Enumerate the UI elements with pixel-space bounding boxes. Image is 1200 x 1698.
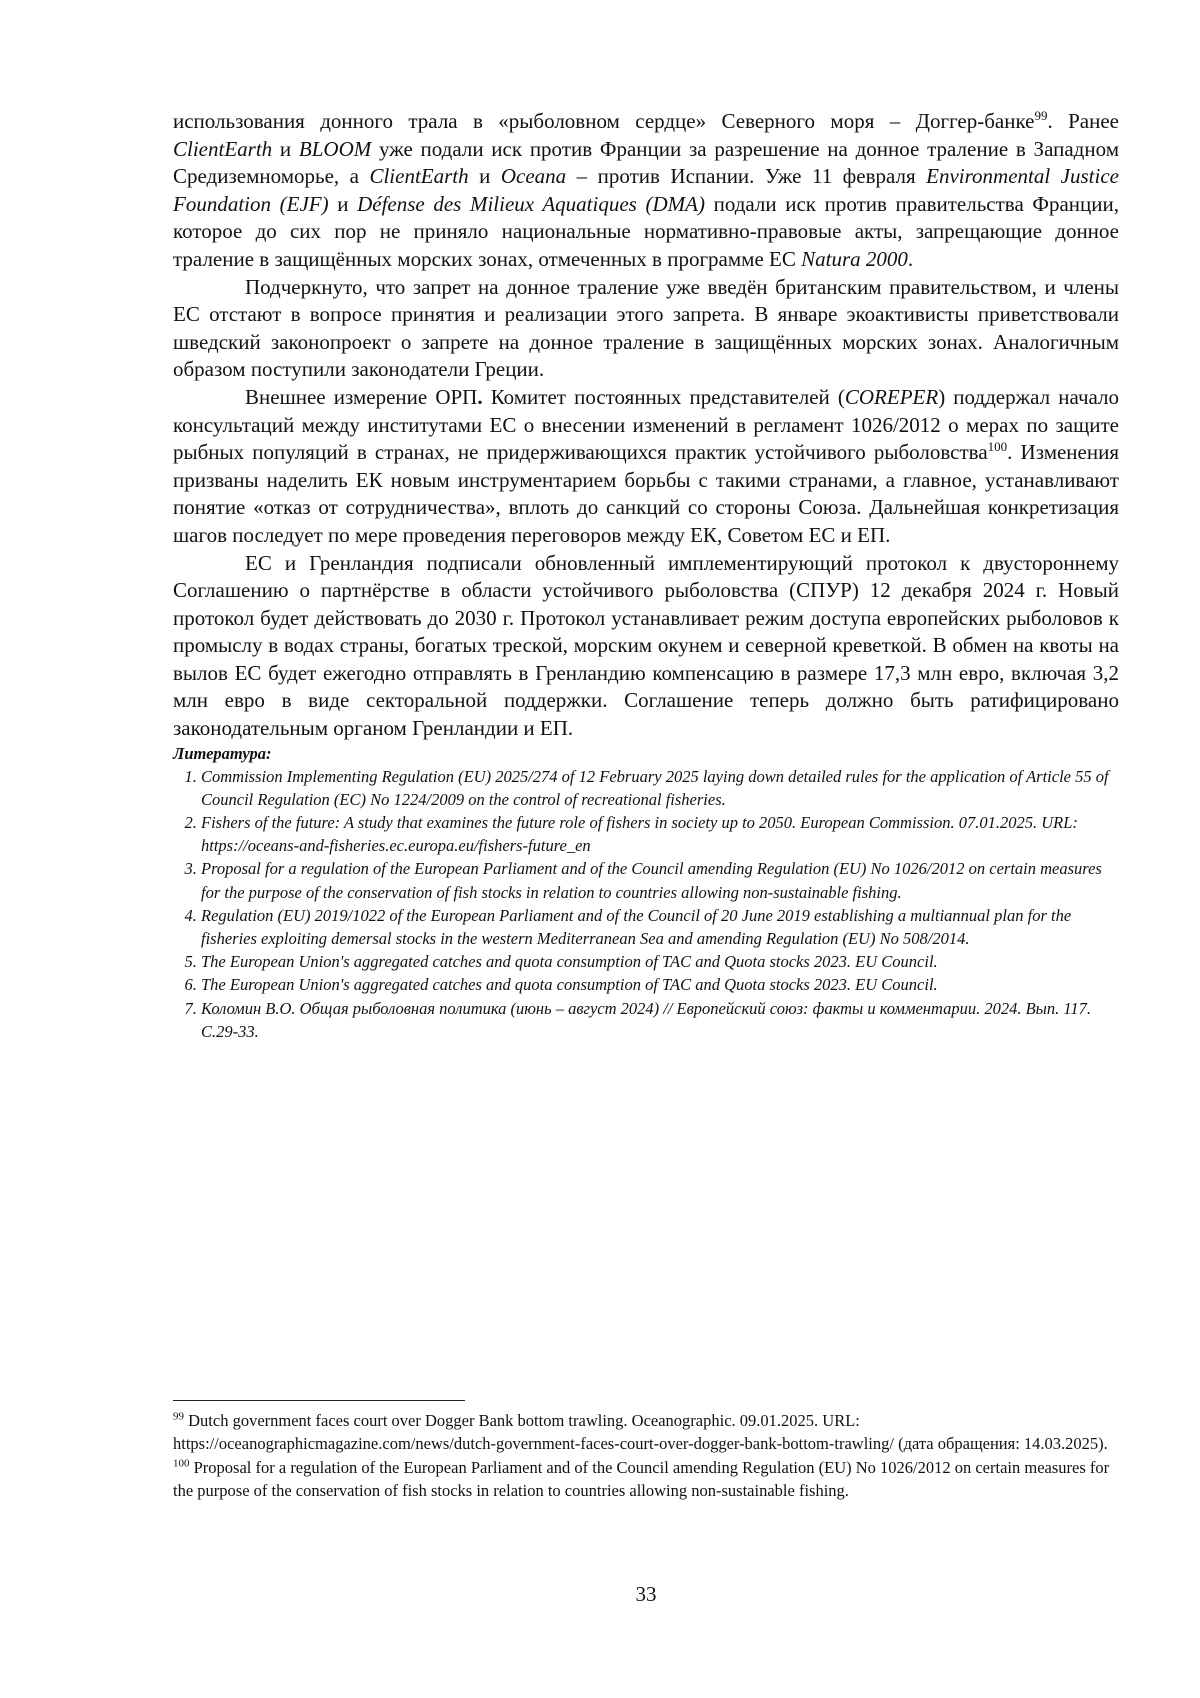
italic-term: Oceana (500, 164, 567, 189)
text-run: . Ранее (1047, 109, 1119, 133)
literature-title: Литература: (173, 743, 272, 763)
text-run: Внешнее измерение ОРП (245, 384, 478, 409)
footnote-text: Dutch government faces court over Dogger Bank bottom trawling. Oceanographic. 09.01.2025. URL: https://oceanographicmagazine.com/news/dutch-government-faces-court-over-dogger-bank-bottom-trawling/ (дата обращения: 14.03.2025). (173, 1411, 1108, 1454)
italic-term: ClientEarth (369, 164, 469, 189)
italic-term: ClientEarth (173, 136, 273, 161)
paragraph-1 (173, 108, 1119, 274)
italic-term: BLOOM (298, 136, 372, 161)
literature-item: 4. Regulation (EU) 2019/1022 of the European Parliament and of the Council of 20 June 2019 establishing a multiannual plan for the fisheries exploiting demersal stocks in the western Mediterranean Sea and amending Regulation (EU) No 508/2014. (201, 904, 1119, 950)
text-run: и (272, 136, 299, 161)
footnote-ref-99[interactable]: 99 (1034, 108, 1048, 123)
text-run: использования донного трала в «рыболовном сердце» Северного моря – Доггер-банке (173, 109, 1035, 133)
footnote-mark: 100 (173, 1457, 190, 1470)
literature-item: 1. Commission Implementing Regulation (EU) 2025/274 of 12 February 2025 laying down detailed rules for the application of Article 55 of Council Regulation (EC) No 1224/2009 on the control of recreational fisheries. (201, 765, 1119, 811)
text-run: и (468, 164, 501, 189)
text-run: подали иск против правительства Франции, которое до сих пор не приняло национальные нормативно-правовые акты, запрещающие донное траление в защищённых морских зонах, отмеченных в программе ЕС (173, 191, 1120, 271)
literature-list (173, 765, 1119, 1043)
footnote-ref-100[interactable]: 100 (987, 439, 1008, 455)
text-run: – против Испании. Уже 11 февраля (566, 164, 927, 189)
footnote-text: Proposal for a regulation of the European Parliament and of the Council amending Regulation (EU) No 1026/2012 on certain measures for the purpose of the conservation of fish stocks in relation to countries allowing non-sustainable fishing. (173, 1457, 1110, 1501)
footnote-separator (173, 1400, 465, 1401)
main-text (173, 108, 1119, 1043)
footnote-99 (173, 1409, 1119, 1456)
italic-term: Environmental Justice Foundation (EJF) (173, 164, 1119, 216)
literature-item: 2. Fishers of the future: A study that examines the future role of fishers in society up to 2050. European Commission. 07.01.2025. URL: https://oceans-and-fisheries.ec.europa.eu/fishers-future_en (201, 811, 1119, 857)
paragraph-3 (173, 384, 1119, 550)
text-run: и (328, 191, 358, 216)
italic-term: Défense des Milieux Aquatiques (DMA) (357, 191, 705, 216)
page-number: 33 (635, 1582, 657, 1606)
literature-item: 3. Proposal for a regulation of the European Parliament and of the Council amending Regulation (EU) No 1026/2012 on certain measures for the purpose of the conservation of fish stocks in relation to countries allowing non-sustainable fishing. (201, 857, 1119, 903)
italic-term: COREPER (844, 384, 939, 409)
text-run: Комитет постоянных представителей ( (482, 384, 845, 409)
text-run: ) поддержал начало консультаций между институтами ЕС о внесении изменений в регламент 1026/2012 о мерах по защите рыбных популяций в странах, не придерживающихся практик устойчивого рыболовства (173, 384, 1119, 465)
literature-item: 6. The European Union's aggregated catches and quota consumption of TAC and Quota stocks 2023. EU Council. (201, 973, 1119, 996)
literature-item: 5. The European Union's aggregated catches and quota consumption of TAC and Quota stocks 2023. EU Council. (201, 950, 1119, 973)
italic-term: Natura 2000 (801, 246, 908, 271)
paragraph-2: Подчеркнуто, что запрет на донное траление уже введён британским правительством, и члены ЕС отстают в вопросе принятия и реализации этого запрета. В январе экоактивисты приветствовали шведский законопроект о запрете на донное траление в защищённых морских зонах. Аналогичным образом поступили законодатели Греции. (173, 274, 1119, 382)
bold-run: . (477, 384, 483, 409)
text-run: . (907, 246, 914, 271)
footnote-mark: 99 (173, 1410, 184, 1423)
paragraph-4: ЕС и Гренландия подписали обновленный имплементирующий протокол к двустороннему Соглашению о партнёрстве в области устойчивого рыболовства (СПУР) 12 декабря 2024 г. Новый протокол будет действовать до 2030 г. Протокол устанавливает режим доступа европейских рыболовов к промыслу в водах страны, богатых треской, морским окунем и северной креветкой. В обмен на квоты на вылов ЕС будет ежегодно отправлять в Гренландию компенсацию в размере 17,3 млн евро, включая 3,2 млн евро в виде секторальной поддержки. Соглашение теперь должно быть ратифицировано законодательным органом Гренландии и ЕП. (173, 550, 1119, 741)
footnote-100 (173, 1456, 1119, 1503)
footnotes (173, 1409, 1119, 1503)
literature-item: 7. Коломин В.О. Общая рыболовная политика (июнь – август 2024) // Европейский союз: факты и комментарии. 2024. Вып. 117. С.29-33. (201, 997, 1119, 1043)
text-run: . Изменения призваны наделить ЕК новым инструментарием борьбы с такими странами, а главное, устанавливают понятие «отказ от сотрудничества», вплоть до санкций со стороны Союза. Дальнейшая конкретизация шагов последует по мере проведения переговоров между ЕК, Советом ЕС и ЕП. (173, 440, 1119, 547)
text-run: уже подали иск против Франции за разрешение на донное траление в Западном Средиземноморье, а (173, 136, 1119, 189)
